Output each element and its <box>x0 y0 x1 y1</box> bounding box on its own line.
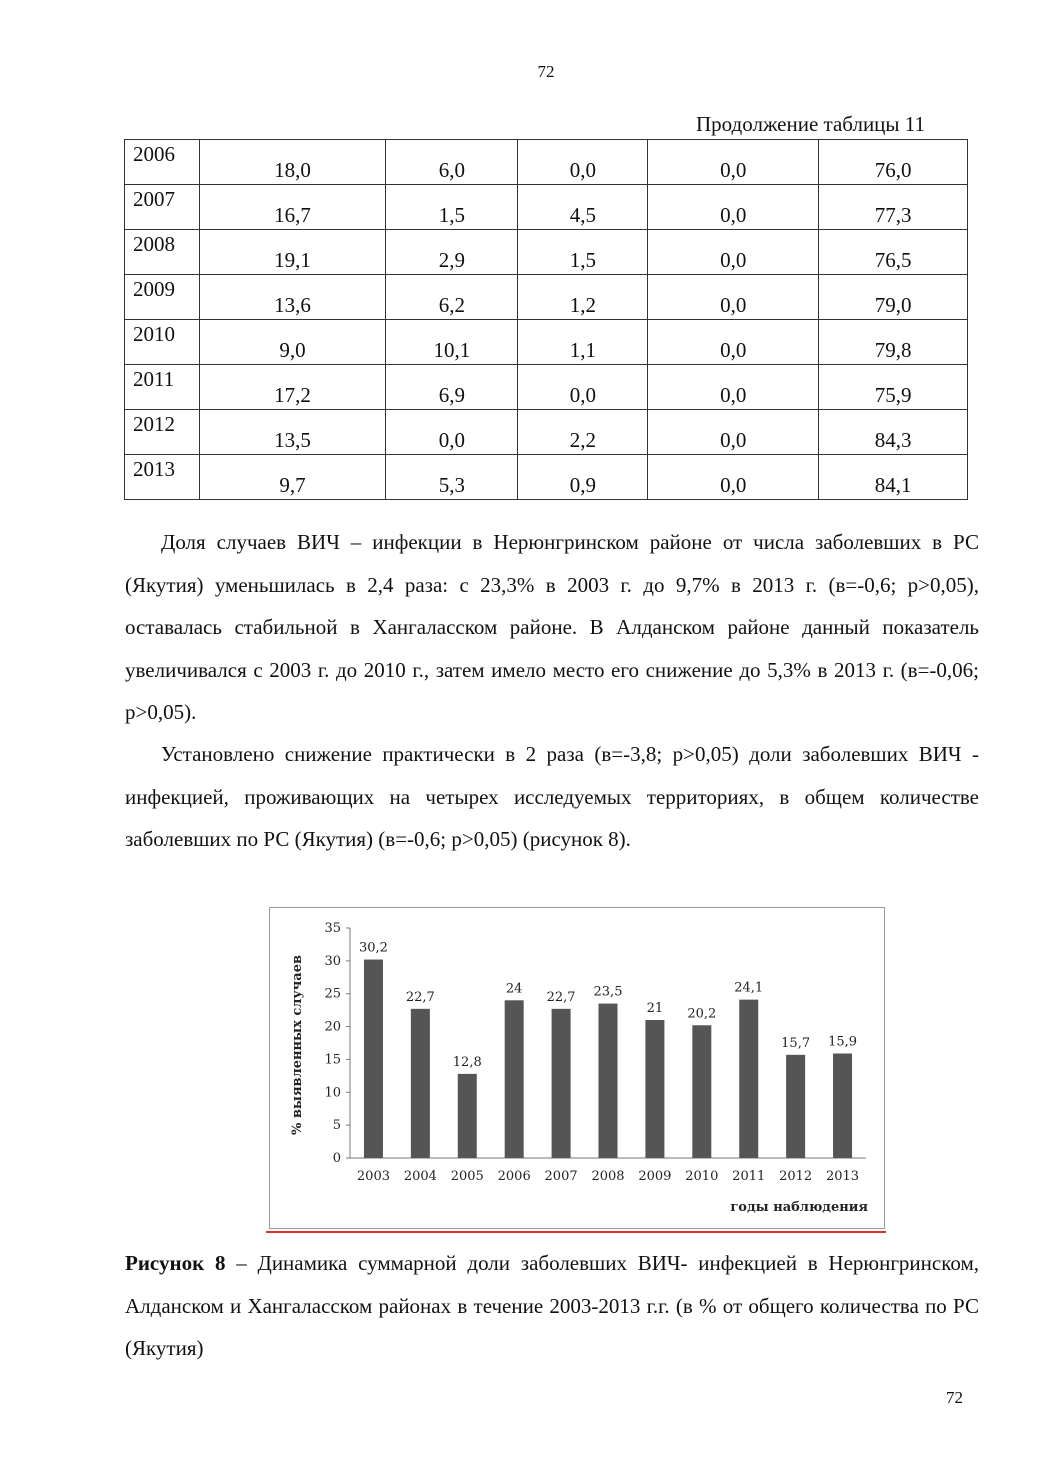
x-tick-label: 2006 <box>497 1169 531 1184</box>
table-cell-value: 84,3 <box>874 428 912 452</box>
table-cell-value: 18,0 <box>274 158 311 182</box>
table-cell-value: 6,9 <box>438 383 466 407</box>
table-cell-value: 2,2 <box>569 428 596 452</box>
table-cell <box>648 185 819 230</box>
paragraph-2: Установлено снижение практически в 2 раза (в=-3,8; p>0,05) доли заболевших ВИЧ - инфекцией, проживающих на четырех исследуемых территориях, в общем количестве заболевших по РС (Якутия) (в=-0,6; p>0,05) (рисунок 8). <box>125 742 979 851</box>
table-cell-value: 0,0 <box>438 428 466 452</box>
bar-data-label: 12,8 <box>452 1054 482 1070</box>
table-row <box>125 365 968 410</box>
table-cell-value: 0,0 <box>569 383 596 407</box>
bar <box>411 1009 430 1158</box>
table-cell <box>648 140 819 185</box>
table-cell <box>386 140 518 185</box>
table-row <box>125 140 968 185</box>
table-cell <box>386 320 518 365</box>
table-cell <box>648 455 819 500</box>
table-cell-year: 2009 <box>125 275 200 320</box>
bar-data-label: 15,9 <box>828 1034 858 1050</box>
table-cell-year: 2008 <box>125 230 200 275</box>
bar-data-label: 20,2 <box>687 1006 717 1022</box>
table-cell-year: 2010 <box>125 320 200 365</box>
table-cell-value: 76,0 <box>874 158 912 182</box>
table-cell <box>819 410 968 455</box>
x-tick-label: 2010 <box>685 1169 719 1184</box>
table-cell <box>518 185 648 230</box>
table-cell-value: 0,0 <box>720 203 747 227</box>
table-cell <box>518 320 648 365</box>
table-cell-value: 75,9 <box>874 383 912 407</box>
table-cell <box>199 185 386 230</box>
table-cell-value: 6,2 <box>438 293 466 317</box>
table-cell-value: 5,3 <box>438 473 466 497</box>
table-body <box>125 140 968 500</box>
table-cell-value: 4,5 <box>569 203 596 227</box>
table-cell-value: 16,7 <box>274 203 311 227</box>
table-cell <box>518 410 648 455</box>
table-cell <box>386 275 518 320</box>
table-cell-value: 2,9 <box>438 248 466 272</box>
table-cell-value: 6,0 <box>438 158 466 182</box>
table-cell <box>518 230 648 275</box>
data-table <box>124 139 968 500</box>
table-cell-value: 0,9 <box>569 473 596 497</box>
table-cell-year: 2013 <box>125 455 200 500</box>
bar-data-label: 24,1 <box>734 980 764 996</box>
bar-data-label: 22,7 <box>546 989 576 1005</box>
table-cell <box>819 320 968 365</box>
table-cell-value: 0,0 <box>720 338 747 362</box>
table-cell <box>819 230 968 275</box>
x-axis-label: годы наблюдения <box>730 1200 868 1215</box>
table-cell-value: 0,0 <box>720 473 747 497</box>
table-cell-value: 1,1 <box>569 338 596 362</box>
table-cell <box>648 365 819 410</box>
bar-data-label: 21 <box>646 1001 664 1016</box>
table-cell-value: 1,5 <box>569 248 596 272</box>
table-cell <box>648 230 819 275</box>
figure-caption <box>125 1242 979 1370</box>
bar <box>645 1020 664 1158</box>
table-cell <box>648 275 819 320</box>
table-cell <box>199 455 386 500</box>
table-cell <box>199 140 386 185</box>
table-cell-value: 1,5 <box>438 203 466 227</box>
y-tick-label: 0 <box>332 1151 341 1166</box>
x-tick-label: 2009 <box>638 1169 672 1184</box>
x-tick-label: 2008 <box>591 1169 625 1184</box>
table-cell-value: 0,0 <box>569 158 596 182</box>
table-cell <box>518 455 648 500</box>
table-row <box>125 275 968 320</box>
y-tick-label: 5 <box>332 1118 341 1134</box>
x-tick-label: 2011 <box>732 1169 766 1184</box>
bar-data-label: 23,5 <box>593 984 623 1000</box>
table-cell-value: 0,0 <box>720 248 747 272</box>
table-cell-value: 17,2 <box>274 383 311 407</box>
table-cell-value: 0,0 <box>720 383 747 407</box>
table-cell <box>199 365 386 410</box>
x-tick-label: 2013 <box>825 1169 860 1184</box>
bar-data-label: 15,7 <box>781 1035 811 1051</box>
red-underline <box>266 1231 886 1233</box>
y-axis-label: % выявленных случаев <box>290 954 305 1136</box>
table-cell <box>819 140 968 185</box>
table-cell-value: 0,0 <box>720 293 747 317</box>
table-cell-value: 0,0 <box>720 158 747 182</box>
y-tick-label: 15 <box>324 1052 341 1068</box>
bar <box>833 1054 852 1158</box>
table-cell-value: 76,5 <box>874 248 912 272</box>
table-cell-value: 0,0 <box>720 428 747 452</box>
bar <box>552 1009 571 1158</box>
bar <box>692 1025 711 1158</box>
table-cell <box>386 455 518 500</box>
table-cell-value: 10,1 <box>433 338 471 362</box>
bar <box>739 1000 758 1158</box>
figure-label: Рисунок 8 <box>125 1251 226 1275</box>
page-number-top: 72 <box>537 62 555 81</box>
x-tick-label: 2007 <box>544 1169 578 1184</box>
y-tick-label: 30 <box>324 953 341 969</box>
table-cell-value: 13,6 <box>274 293 311 317</box>
x-tick-label: 2003 <box>356 1169 391 1184</box>
bar-data-label: 24 <box>505 981 523 997</box>
bar-data-label: 30,2 <box>358 940 388 956</box>
y-tick-label: 10 <box>324 1085 341 1101</box>
table-cell <box>648 320 819 365</box>
figure-caption-text: – Динамика суммарной доли заболевших ВИЧ- инфекцией в Нерюнгринском, Алданском и Хангаласском районах в течение 2003-2013 г.г. (в % от общего количества по РС (Якутия) <box>125 1251 979 1360</box>
table-cell-value: 77,3 <box>874 203 912 227</box>
table-cell-value: 84,1 <box>874 473 912 497</box>
y-tick-label: 35 <box>324 921 341 936</box>
table-cell <box>819 365 968 410</box>
table-cell-value: 19,1 <box>274 248 311 272</box>
y-tick-label: 25 <box>324 986 341 1002</box>
table-cell-year: 2007 <box>125 185 200 230</box>
table-cell <box>386 185 518 230</box>
chart-frame <box>269 907 885 1229</box>
table-cell <box>518 275 648 320</box>
table-cell <box>386 365 518 410</box>
table-row <box>125 320 968 365</box>
table-cell-value: 13,5 <box>274 428 311 452</box>
table-row <box>125 230 968 275</box>
table-row <box>125 410 968 455</box>
table-cell <box>819 455 968 500</box>
table-cell <box>199 230 386 275</box>
table-cell <box>518 365 648 410</box>
table-cell-year: 2011 <box>125 365 200 410</box>
y-tick-label: 20 <box>324 1019 341 1035</box>
bar-data-label: 22,7 <box>405 989 435 1005</box>
table-cell <box>386 230 518 275</box>
x-tick-label: 2012 <box>779 1169 813 1184</box>
bar <box>505 1000 524 1158</box>
table-cell-year: 2006 <box>125 140 200 185</box>
table-cell <box>199 320 386 365</box>
bar <box>458 1074 477 1158</box>
table-cell <box>386 410 518 455</box>
table-cell-value: 9,0 <box>279 338 306 362</box>
x-tick-label: 2004 <box>403 1169 437 1184</box>
bar <box>599 1004 618 1158</box>
table-cell-value: 1,2 <box>569 293 596 317</box>
table-cell <box>819 185 968 230</box>
paragraph-1: Доля случаев ВИЧ – инфекции в Нерюнгринском районе от числа заболевших в РС (Якутия) уменьшилась в 2,4 раза: с 23,3% в 2003 г. до 9,7% в 2013 г. (в=-0,6; p>0,05), оставалась стабильной в Хангаласском районе. В Алданском районе данный показатель увеличивался с 2003 г. до 2010 г., затем имело место его снижение до 5,3% в 2013 г. (в=-0,06; p>0,05). <box>125 530 979 724</box>
table-cell-value: 79,8 <box>874 338 912 362</box>
table-cell <box>518 140 648 185</box>
table-caption: Продолжение таблицы 11 <box>696 112 926 136</box>
table-cell <box>199 275 386 320</box>
page-number-bottom: 72 <box>946 1388 963 1407</box>
table-cell-value: 9,7 <box>279 473 306 497</box>
table-cell-value: 79,0 <box>874 293 912 317</box>
bar <box>786 1055 805 1158</box>
table-cell-year: 2012 <box>125 410 200 455</box>
bar-chart <box>270 908 884 1228</box>
table-row <box>125 455 968 500</box>
table-cell <box>819 275 968 320</box>
table-cell <box>199 410 386 455</box>
bar <box>364 960 383 1158</box>
table-row <box>125 185 968 230</box>
table-cell <box>648 410 819 455</box>
x-tick-label: 2005 <box>450 1169 484 1184</box>
